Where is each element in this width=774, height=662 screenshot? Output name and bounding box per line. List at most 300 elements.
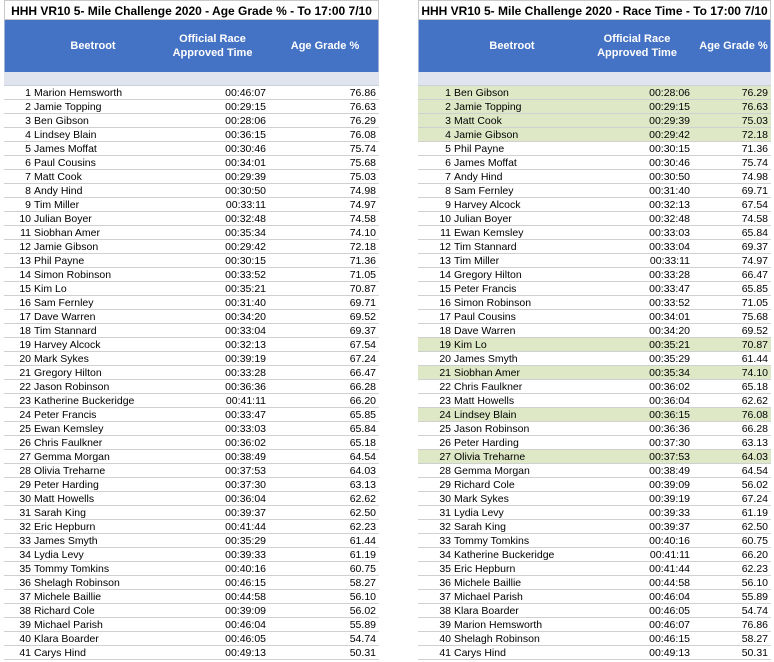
rank-cell: 19	[19, 339, 31, 351]
table-row	[4, 338, 379, 352]
table-row	[418, 604, 771, 618]
time-cell: 00:32:48	[649, 213, 690, 225]
table-row	[418, 114, 771, 128]
grade-cell: 64.03	[741, 451, 768, 463]
table-row	[4, 268, 379, 282]
grade-cell: 76.29	[741, 87, 768, 99]
grade-cell: 50.31	[349, 647, 376, 659]
time-cell: 00:38:49	[225, 451, 266, 463]
rank-cell: 4	[445, 129, 451, 141]
grade-cell: 56.02	[741, 479, 768, 491]
name-cell: Tim Stannard	[34, 325, 97, 337]
name-cell: Jamie Topping	[454, 101, 522, 113]
rank-cell: 12	[19, 241, 31, 253]
name-cell: Dave Warren	[454, 325, 516, 337]
name-cell: Lindsey Blain	[454, 409, 517, 421]
rank-cell: 27	[439, 451, 451, 463]
rank-cell: 23	[439, 395, 451, 407]
table-row	[4, 86, 379, 100]
table-row	[4, 100, 379, 114]
time-cell: 00:30:15	[649, 143, 690, 155]
grade-cell: 75.03	[741, 115, 768, 127]
rank-cell: 8	[25, 185, 31, 197]
time-cell: 00:46:15	[649, 633, 690, 645]
time-cell: 00:29:15	[225, 101, 266, 113]
time-cell: 00:44:58	[225, 591, 266, 603]
name-cell: Sam Fernley	[454, 185, 514, 197]
grade-cell: 64.54	[349, 451, 376, 463]
grade-cell: 70.87	[349, 283, 376, 295]
rank-cell: 9	[25, 199, 31, 211]
grade-cell: 55.89	[349, 619, 376, 631]
rank-cell: 22	[19, 381, 31, 393]
table-row	[418, 548, 771, 562]
name-cell: Gregory Hilton	[34, 367, 102, 379]
time-cell: 00:46:07	[649, 619, 690, 631]
grade-cell: 71.36	[741, 143, 768, 155]
table-row	[4, 352, 379, 366]
time-cell: 00:33:11	[649, 255, 690, 267]
rank-cell: 40	[439, 633, 451, 645]
grade-cell: 76.63	[741, 101, 768, 113]
name-cell: Peter Harding	[34, 479, 99, 491]
rank-cell: 1	[445, 87, 451, 99]
time-cell: 00:46:04	[649, 591, 690, 603]
grade-cell: 72.18	[741, 129, 768, 141]
time-cell: 00:30:46	[649, 157, 690, 169]
name-cell: Tim Stannard	[454, 241, 517, 253]
grade-cell: 76.86	[741, 619, 768, 631]
grade-cell: 65.84	[741, 227, 768, 239]
rank-cell: 19	[439, 339, 451, 351]
table-row	[4, 324, 379, 338]
rank-cell: 15	[19, 283, 31, 295]
time-cell: 00:46:05	[649, 605, 690, 617]
rank-cell: 8	[445, 185, 451, 197]
rank-cell: 14	[439, 269, 451, 281]
grade-cell: 61.19	[741, 507, 768, 519]
name-cell: James Moffat	[454, 157, 517, 169]
grade-cell: 69.71	[349, 297, 376, 309]
table-row	[4, 464, 379, 478]
time-cell: 00:41:11	[225, 395, 266, 407]
age-grade-table	[4, 0, 379, 660]
rank-cell: 3	[25, 115, 31, 127]
table-row	[4, 506, 379, 520]
table-row	[4, 128, 379, 142]
rank-cell: 34	[439, 549, 451, 561]
table-row	[418, 254, 771, 268]
table-row	[418, 534, 771, 548]
rank-cell: 14	[19, 269, 31, 281]
time-cell: 00:33:47	[649, 283, 690, 295]
name-cell: Eric Hepburn	[34, 521, 96, 533]
rank-cell: 3	[445, 115, 451, 127]
name-cell: Simon Robinson	[34, 269, 112, 281]
table-row	[418, 352, 771, 366]
table-row	[418, 240, 771, 254]
name-cell: Julian Boyer	[34, 213, 92, 225]
time-cell: 00:46:05	[225, 633, 266, 645]
grade-cell: 50.31	[741, 647, 768, 659]
name-cell: Lydia Levy	[454, 507, 504, 519]
rank-cell: 20	[439, 353, 451, 365]
grade-cell: 65.84	[349, 423, 376, 435]
grade-cell: 56.10	[349, 591, 376, 603]
rank-cell: 32	[439, 521, 451, 533]
name-cell: Ben Gibson	[454, 87, 509, 99]
time-cell: 00:37:30	[649, 437, 690, 449]
time-cell: 00:41:44	[225, 521, 266, 533]
time-cell: 00:46:07	[225, 87, 266, 99]
grade-cell: 74.97	[349, 199, 376, 211]
time-cell: 00:32:48	[225, 213, 266, 225]
time-cell: 00:40:16	[225, 563, 266, 575]
time-cell: 00:34:01	[649, 311, 690, 323]
grade-cell: 75.03	[349, 171, 376, 183]
grade-cell: 58.27	[741, 633, 768, 645]
name-cell: Siobhan Amer	[34, 227, 100, 239]
table-row	[418, 226, 771, 240]
rank-cell: 26	[19, 437, 31, 449]
rank-cell: 15	[439, 283, 451, 295]
name-cell: Sarah King	[34, 507, 86, 519]
name-cell: Gemma Morgan	[454, 465, 530, 477]
time-cell: 00:31:40	[225, 297, 266, 309]
name-cell: Jamie Gibson	[454, 129, 519, 141]
table-row	[4, 604, 379, 618]
header-spacer	[418, 72, 771, 86]
table-row	[4, 142, 379, 156]
name-cell: Richard Cole	[34, 605, 95, 617]
table-row	[4, 646, 379, 660]
name-cell: Shelagh Robinson	[454, 633, 540, 645]
table-row	[418, 170, 771, 184]
table-row	[418, 562, 771, 576]
grade-cell: 67.54	[741, 199, 768, 211]
grade-cell: 61.44	[741, 353, 768, 365]
rank-cell: 11	[20, 227, 31, 239]
rank-cell: 29	[439, 479, 451, 491]
name-cell: Ben Gibson	[34, 115, 89, 127]
name-cell: Peter Francis	[34, 409, 97, 421]
time-cell: 00:36:15	[649, 409, 690, 421]
time-cell: 00:49:13	[649, 647, 690, 659]
grade-cell: 74.98	[741, 171, 768, 183]
name-cell: Kim Lo	[454, 339, 487, 351]
time-cell: 00:28:06	[649, 87, 690, 99]
table-row	[4, 450, 379, 464]
time-cell: 00:36:15	[225, 129, 266, 141]
grade-cell: 71.05	[741, 297, 768, 309]
grade-cell: 56.10	[741, 577, 768, 589]
grade-cell: 64.03	[349, 465, 376, 477]
time-cell: 00:41:44	[649, 563, 690, 575]
time-cell: 00:30:46	[225, 143, 266, 155]
table-title: HHH VR10 5- Mile Challenge 2020 - Race Time - To 17:00 7/10	[418, 0, 771, 20]
rank-cell: 5	[445, 143, 451, 155]
grade-cell: 74.10	[349, 227, 376, 239]
name-cell: Peter Francis	[454, 283, 517, 295]
grade-cell: 76.08	[349, 129, 376, 141]
time-cell: 00:33:04	[225, 325, 266, 337]
grade-cell: 66.20	[349, 395, 376, 407]
table-row	[418, 366, 771, 380]
grade-cell: 67.54	[349, 339, 376, 351]
table-row	[4, 632, 379, 646]
name-cell: Jason Robinson	[34, 381, 110, 393]
grade-cell: 71.05	[349, 269, 376, 281]
rank-cell: 28	[439, 465, 451, 477]
name-cell: Mark Sykes	[454, 493, 509, 505]
time-cell: 00:35:34	[649, 367, 690, 379]
header-name: Beetroot	[489, 40, 535, 52]
grade-cell: 62.62	[741, 395, 768, 407]
rank-cell: 1	[25, 87, 31, 99]
name-cell: Paul Cousins	[34, 157, 96, 169]
table-row	[4, 492, 379, 506]
time-cell: 00:29:39	[649, 115, 690, 127]
time-cell: 00:34:20	[225, 311, 266, 323]
time-cell: 00:39:19	[649, 493, 690, 505]
grade-cell: 75.68	[349, 157, 376, 169]
rank-cell: 18	[19, 325, 31, 337]
rank-cell: 6	[25, 157, 31, 169]
grade-cell: 66.20	[741, 549, 768, 561]
name-cell: James Smyth	[34, 535, 98, 547]
rank-cell: 18	[439, 325, 451, 337]
name-cell: Julian Boyer	[454, 213, 512, 225]
grade-cell: 76.86	[349, 87, 376, 99]
name-cell: Dave Warren	[34, 311, 96, 323]
grade-cell: 65.85	[349, 409, 376, 421]
rank-cell: 29	[19, 479, 31, 491]
table-row	[4, 590, 379, 604]
rank-cell: 17	[19, 311, 31, 323]
table-row	[4, 212, 379, 226]
grade-cell: 74.10	[741, 367, 768, 379]
table-row	[4, 422, 379, 436]
rank-cell: 31	[439, 507, 451, 519]
grade-cell: 67.24	[349, 353, 376, 365]
name-cell: Sam Fernley	[34, 297, 94, 309]
time-cell: 00:44:58	[649, 577, 690, 589]
table-row	[4, 366, 379, 380]
table-row	[4, 380, 379, 394]
name-cell: Klara Boarder	[34, 633, 99, 645]
table-row	[418, 394, 771, 408]
grade-cell: 70.87	[741, 339, 768, 351]
table-row	[418, 100, 771, 114]
header-time-line1: Official Race	[179, 33, 246, 45]
grade-cell: 58.27	[349, 577, 376, 589]
time-cell: 00:39:33	[225, 549, 266, 561]
grade-cell: 62.23	[741, 563, 768, 575]
name-cell: Lindsey Blain	[34, 129, 97, 141]
rank-cell: 28	[19, 465, 31, 477]
grade-cell: 72.18	[349, 241, 376, 253]
rank-cell: 23	[19, 395, 31, 407]
table-row	[418, 618, 771, 632]
rank-cell: 35	[439, 563, 451, 575]
grade-cell: 74.58	[741, 213, 768, 225]
time-cell: 00:39:37	[225, 507, 266, 519]
rank-cell: 35	[19, 563, 31, 575]
name-cell: Matt Cook	[34, 171, 82, 183]
table-row	[418, 450, 771, 464]
name-cell: Shelagh Robinson	[34, 577, 120, 589]
table-body	[4, 86, 379, 660]
rank-cell: 2	[445, 101, 451, 113]
table-row	[418, 464, 771, 478]
grade-cell: 66.28	[349, 381, 376, 393]
grade-cell: 69.37	[349, 325, 376, 337]
rank-cell: 22	[439, 381, 451, 393]
table-row	[4, 254, 379, 268]
grade-cell: 74.97	[741, 255, 768, 267]
race-time-table	[418, 0, 771, 660]
time-cell: 00:40:16	[649, 535, 690, 547]
rank-cell: 7	[25, 171, 31, 183]
grade-cell: 60.75	[349, 563, 376, 575]
table-row	[4, 548, 379, 562]
table-row	[4, 184, 379, 198]
time-cell: 00:37:53	[225, 465, 266, 477]
name-cell: Tommy Tomkins	[34, 563, 110, 575]
grade-cell: 64.54	[741, 465, 768, 477]
rank-cell: 40	[19, 633, 31, 645]
rank-cell: 34	[19, 549, 31, 561]
grade-cell: 75.74	[349, 143, 376, 155]
grade-cell: 71.36	[349, 255, 376, 267]
time-cell: 00:41:11	[649, 549, 690, 561]
table-row	[418, 436, 771, 450]
grade-cell: 56.02	[349, 605, 376, 617]
name-cell: Tim Miller	[454, 255, 500, 267]
name-cell: Marion Hemsworth	[34, 87, 123, 99]
table-row	[418, 156, 771, 170]
name-cell: Tim Miller	[34, 199, 80, 211]
grade-cell: 54.74	[349, 633, 376, 645]
table-row	[418, 338, 771, 352]
table-row	[418, 646, 771, 660]
name-cell: Phil Payne	[454, 143, 505, 155]
name-cell: Gemma Morgan	[34, 451, 110, 463]
time-cell: 00:39:09	[225, 605, 266, 617]
header-time-line2: Approved Time	[172, 47, 253, 59]
grade-cell: 76.63	[349, 101, 376, 113]
grade-cell: 61.19	[349, 549, 376, 561]
rank-cell: 37	[19, 591, 31, 603]
grade-cell: 61.44	[349, 535, 376, 547]
time-cell: 00:39:37	[649, 521, 690, 533]
table-body	[418, 86, 771, 660]
table-row	[418, 492, 771, 506]
table-row	[418, 184, 771, 198]
name-cell: Matt Cook	[454, 115, 502, 127]
table-row	[4, 226, 379, 240]
grade-cell: 67.24	[741, 493, 768, 505]
rank-cell: 30	[19, 493, 31, 505]
rank-cell: 17	[439, 311, 451, 323]
name-cell: Michael Parish	[454, 591, 523, 603]
table-row	[418, 142, 771, 156]
table-row	[418, 296, 771, 310]
time-cell: 00:33:04	[649, 241, 690, 253]
name-cell: Siobhan Amer	[454, 367, 520, 379]
table-row	[4, 198, 379, 212]
grade-cell: 54.74	[741, 605, 768, 617]
rank-cell: 24	[439, 409, 451, 421]
rank-cell: 39	[439, 619, 451, 631]
table-row	[418, 590, 771, 604]
grade-cell: 69.71	[741, 185, 768, 197]
time-cell: 00:36:02	[649, 381, 690, 393]
grade-cell: 74.98	[349, 185, 376, 197]
rank-cell: 5	[25, 143, 31, 155]
name-cell: Olivia Treharne	[454, 451, 526, 463]
table-row	[418, 324, 771, 338]
table-row	[4, 310, 379, 324]
name-cell: Katherine Buckeridge	[34, 395, 135, 407]
table-title: HHH VR10 5- Mile Challenge 2020 - Age Grade % - To 17:00 7/10	[4, 0, 379, 20]
table-row	[418, 506, 771, 520]
table-row	[418, 576, 771, 590]
name-cell: Eric Hepburn	[454, 563, 516, 575]
time-cell: 00:38:49	[649, 465, 690, 477]
table-row	[4, 282, 379, 296]
time-cell: 00:33:52	[225, 269, 266, 281]
table-row	[4, 156, 379, 170]
name-cell: Kim Lo	[34, 283, 67, 295]
name-cell: Gregory Hilton	[454, 269, 522, 281]
table-row	[418, 478, 771, 492]
name-cell: Michele Baillie	[454, 577, 522, 589]
grade-cell: 60.75	[741, 535, 768, 547]
name-cell: Phil Payne	[34, 255, 85, 267]
grade-cell: 75.74	[741, 157, 768, 169]
time-cell: 00:31:40	[649, 185, 690, 197]
header-time	[155, 20, 270, 72]
grade-cell: 76.08	[741, 409, 768, 421]
table-row	[4, 478, 379, 492]
time-cell: 00:39:09	[649, 479, 690, 491]
rank-cell: 36	[439, 577, 451, 589]
name-cell: Jamie Topping	[34, 101, 102, 113]
time-cell: 00:30:50	[225, 185, 266, 197]
table-row	[4, 618, 379, 632]
name-cell: Jason Robinson	[454, 423, 530, 435]
grade-cell: 62.50	[741, 521, 768, 533]
table-row	[418, 380, 771, 394]
rank-cell: 16	[19, 297, 31, 309]
table-row	[4, 240, 379, 254]
time-cell: 00:49:13	[225, 647, 266, 659]
rank-cell: 4	[25, 129, 31, 141]
name-cell: Mark Sykes	[34, 353, 89, 365]
rank-cell: 27	[19, 451, 31, 463]
table-row	[418, 520, 771, 534]
grade-cell: 62.62	[349, 493, 376, 505]
time-cell: 00:36:04	[649, 395, 690, 407]
rank-cell: 9	[445, 199, 451, 211]
time-cell: 00:32:13	[649, 199, 690, 211]
time-cell: 00:33:11	[225, 199, 266, 211]
time-cell: 00:29:39	[225, 171, 266, 183]
name-cell: Matt Howells	[34, 493, 95, 505]
time-cell: 00:34:01	[225, 157, 266, 169]
table-row	[4, 562, 379, 576]
